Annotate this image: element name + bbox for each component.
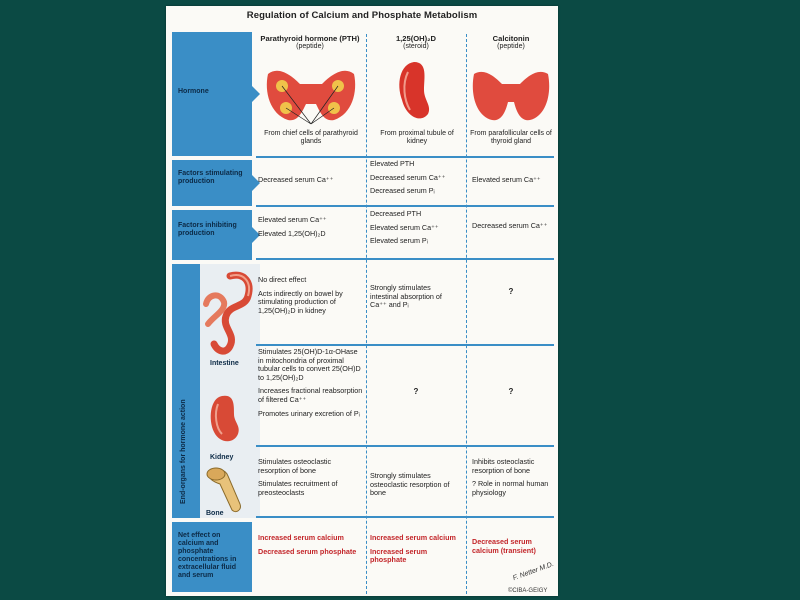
inhibiting-pth: Elevated serum Ca⁺⁺ Elevated 1,25(OH)₂D: [258, 215, 327, 238]
row-label-column: [172, 32, 254, 592]
inhibiting-calcitonin: Decreased serum Ca⁺⁺: [472, 221, 548, 230]
stimulating-calcitonin: Elevated serum Ca⁺⁺: [472, 175, 541, 184]
column-divider: [366, 34, 367, 594]
chart-sheet: [166, 6, 558, 596]
bone-icon: [207, 468, 240, 512]
bone-calcitonin: Inhibits osteoclastic resorption of bone ? Role in normal human physiology: [472, 457, 549, 497]
kidney-icon: [211, 396, 239, 442]
kidney-vitd: ?: [413, 387, 419, 396]
kidney-label: Kidney: [210, 454, 234, 461]
pth-header: Parathyroid hormone (PTH) (peptide): [260, 34, 360, 50]
divider: [256, 205, 554, 207]
organ-panel: [200, 264, 260, 518]
calcitonin-source: From parafollicular cells of thyroid gland: [470, 130, 552, 145]
inhibiting-vitd: Decreased PTH Elevated serum Ca⁺⁺ Elevated serum Pᵢ: [370, 209, 439, 246]
stimulating-pth: Decreased serum Ca⁺⁺: [258, 175, 334, 184]
row-label-net: Net effect on calcium and phosphate concentrations in extracellular fluid and serum: [172, 522, 252, 592]
row-label-stimulating: Factors stimulating production: [172, 160, 252, 206]
intestine-label: Intestine: [210, 360, 239, 367]
bone-pth: Stimulates osteoclastic resorption of bone Stimulates recruitment of preosteoclasts: [258, 457, 338, 497]
vitd-header: 1,25(OH)₂D (steroid): [395, 34, 437, 50]
vitd-source: From proximal tubule of kidney: [380, 130, 454, 145]
row-label-hormone: Hormone: [172, 32, 252, 156]
divider: [256, 344, 554, 346]
divider: [256, 445, 554, 447]
intestine-calcitonin: ?: [508, 287, 514, 296]
copyright: ©CIBA-GEIGY: [508, 588, 548, 594]
thyroid-gland-icon: [470, 66, 552, 124]
intestine-vitd: Strongly stimulates intestinal absorption of Ca⁺⁺ and Pᵢ: [370, 283, 442, 310]
net-calcitonin: Decreased serum calcium (transient): [472, 537, 536, 555]
pth-source: From chief cells of parathyroid glands: [264, 130, 358, 145]
row-label-inhibiting: Factors inhibiting production: [172, 210, 252, 260]
column-divider: [466, 34, 467, 594]
parathyroid-gland-icon: [262, 64, 360, 126]
net-pth: Increased serum calcium Decreased serum phosphate: [258, 533, 357, 556]
kidney-pth: Stimulates 25(OH)D-1α-OHase in mitochondria of proximal tubular cells to convert 25(OH)D to 1,25(OH)₂D Increases fractional reabsorption of filtered Ca⁺⁺ Promotes urinary excretion of Pᵢ: [258, 347, 363, 418]
row-label-end-organs: [172, 264, 200, 518]
divider: [256, 258, 554, 260]
divider: [256, 516, 554, 518]
end-organs-label: End-organs for hormone action: [180, 399, 187, 504]
intestine-icon: [206, 275, 249, 351]
kidney-calcitonin: ?: [508, 387, 514, 396]
net-vitd: Increased serum calcium Increased serum phosphate: [370, 533, 456, 565]
bone-label: Bone: [206, 510, 224, 517]
signature: F. Netter M.D.: [512, 560, 555, 583]
intestine-pth: No direct effect Acts indirectly on bowel by stimulating production of 1,25(OH)₂D in kidney: [258, 275, 343, 315]
organ-illustrations: [200, 264, 260, 518]
stimulating-vitd: Elevated PTH Decreased serum Ca⁺⁺ Decreased serum Pᵢ: [370, 159, 446, 196]
bone-vitd: Strongly stimulates osteoclastic resorption of bone: [370, 471, 450, 498]
kidney-gland-icon: [394, 60, 434, 126]
page-title: Regulation of Calcium and Phosphate Metabolism: [246, 10, 478, 21]
divider: [256, 156, 554, 158]
calcitonin-header: Calcitonin (peptide): [492, 34, 530, 50]
